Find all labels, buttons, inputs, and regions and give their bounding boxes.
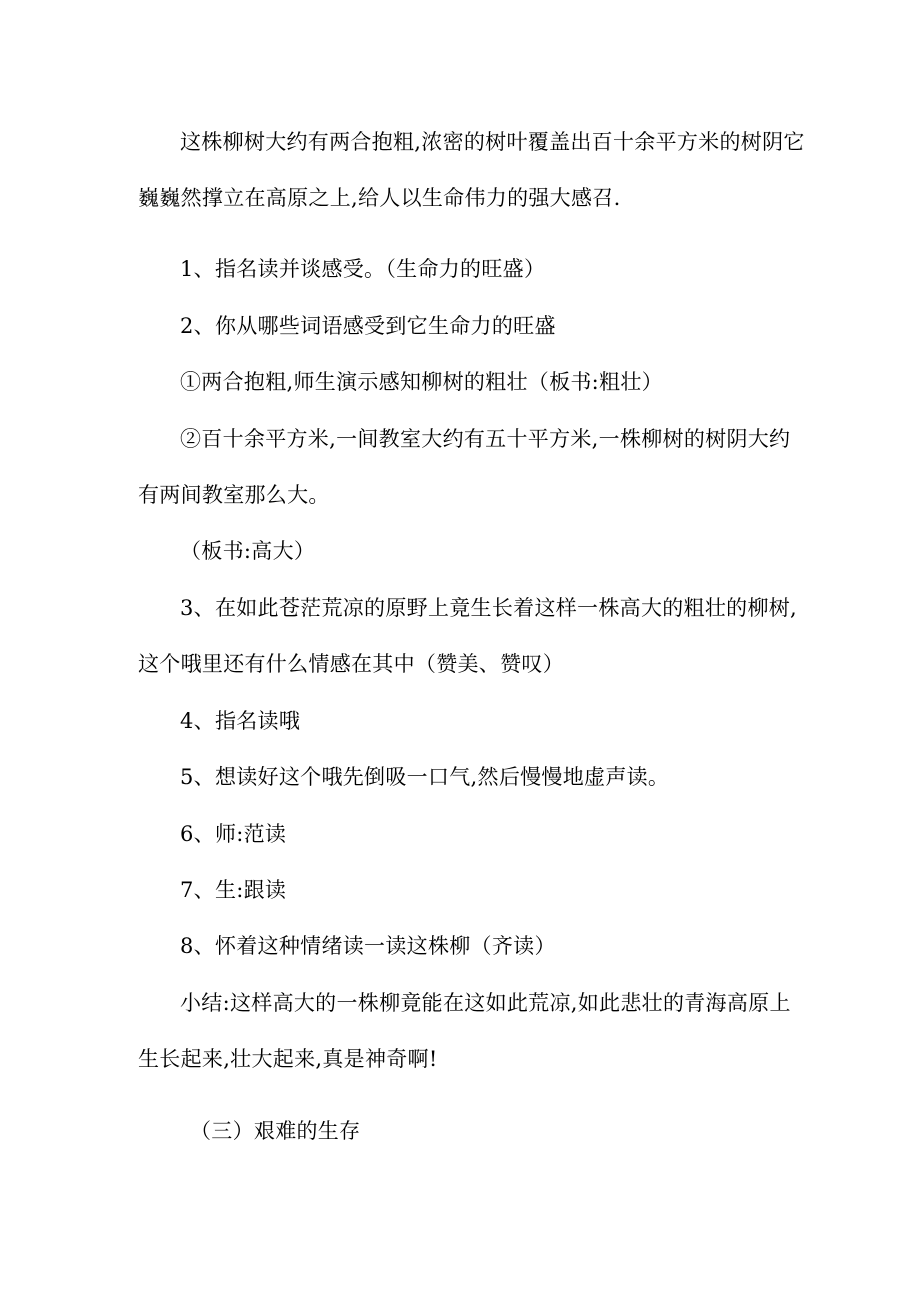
list-item-3-line-2: 这个哦里还有什么情感在其中（赞美、赞叹） [138, 652, 564, 676]
sub-item-1: ①两合抱粗,师生演示感知柳树的粗壮（板书:粗壮） [180, 370, 663, 394]
paragraph-line-2: 巍巍然撑立在高原之上,给人以生命伟力的强大感召. [138, 186, 621, 210]
sub-item-2-line-1: ②百十余平方米,一间教室大约有五十平方米,一株柳树的树阴大约 [180, 427, 791, 451]
summary-line-1: 小结:这样高大的一株柳竟能在这如此荒凉,如此悲壮的青海高原上 [180, 991, 791, 1015]
board-note: （板书:高大） [180, 539, 316, 563]
list-item-1: 1、指名读并谈感受。（生命力的旺盛） [180, 257, 546, 281]
sub-item-2-line-2: 有两间教室那么大。 [138, 483, 330, 507]
list-item-5: 5、想读好这个哦先倒吸一口气,然后慢慢地虚声读。 [180, 765, 670, 789]
summary-line-2: 生长起来,壮大起来,真是神奇啊! [138, 1047, 438, 1071]
section-heading: （三）艰难的生存 [190, 1119, 361, 1143]
list-item-2: 2、你从哪些词语感受到它生命力的旺盛 [180, 314, 556, 338]
list-item-8: 8、怀着这种情绪读一读这株柳（齐读） [180, 934, 556, 958]
list-item-3-line-1: 3、在如此苍茫荒凉的原野上竟生长着这样一株高大的粗壮的柳树, [180, 596, 798, 620]
list-item-4: 4、指名读哦 [180, 709, 301, 733]
paragraph-line-1: 这株柳树大约有两合抱粗,浓密的树叶覆盖出百十余平方米的树阴它 [180, 130, 805, 154]
list-item-6: 6、师:范读 [180, 822, 287, 846]
list-item-7: 7、生:跟读 [180, 878, 287, 902]
